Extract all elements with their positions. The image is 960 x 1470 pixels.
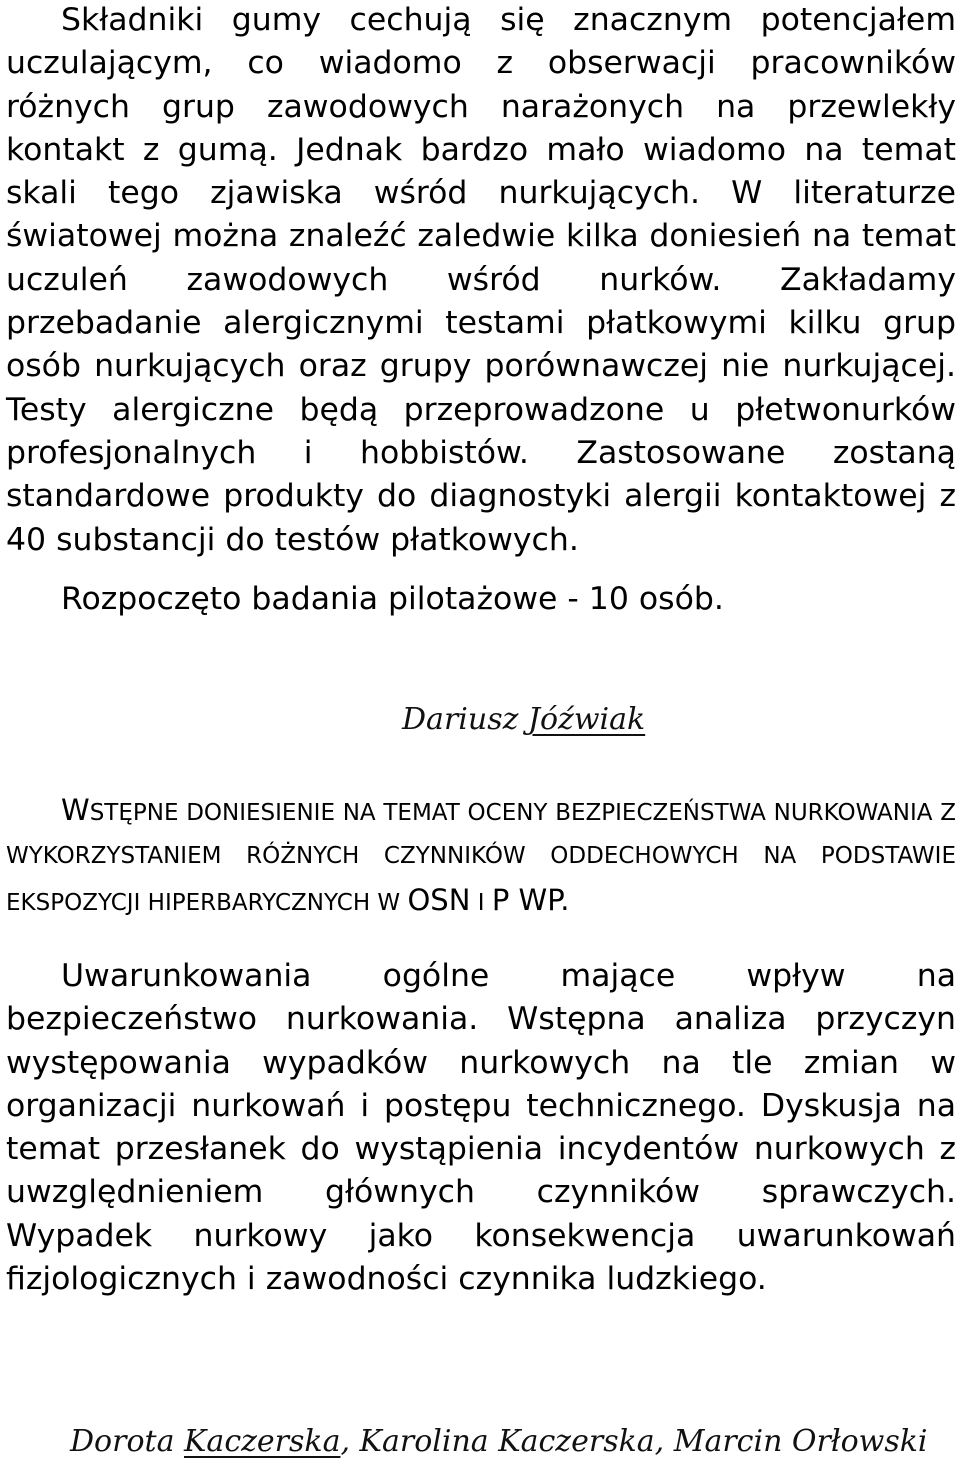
title-osn: OSN: [407, 882, 471, 917]
author-1-surname: Kaczerska: [184, 1424, 341, 1459]
author-1-first-name: Dorota: [70, 1424, 175, 1459]
title-pwp: P WP: [491, 882, 561, 917]
other-authors: , Karolina Kaczerska, Marcin Orłowski: [340, 1424, 928, 1459]
title-i: I: [470, 889, 492, 916]
article-2-author: [402, 702, 645, 737]
author-first-name: Dariusz: [402, 702, 519, 737]
article-3-authors: [70, 1424, 928, 1459]
article-1-body: Składniki gumy cechują się znacznym potencjałem uczulającym, co wiadomo z obserwacji pracowników różnych grup zawodowych narażonych na przewlekły kontakt z gumą. Jednak bardzo mało wiadomo na temat skali tego zjawiska wśród nurkujących. W literaturze światowej można znaleźć zaledwie kilka doniesień na temat uczuleń zawodowych wśród nurków. Zakładamy przebadanie alergicznymi testami płatkowymi kilku grup osób nurkujących oraz grupy porównawczej nie nurkującej. Testy alergiczne będą przeprowadzone u płetwonurków profesjonalnych i hobbistów. Zastosowane zostaną standardowe produkty do diagnostyki alergii kontaktowej z 40 substancji do testów płatkowych.: [6, 2, 956, 558]
title-part-1: STĘPNE DONIESIENIE NA TEMAT OCENY BEZPIECZEŃSTWA NURKOWANIA Z WYKORZYSTANIEM RÓŻNYCH CZYNNIKÓW ODDECHOWYCH NA PODSTAWIE EKSPOZYCJI HIPERBARYCZNYCH W: [6, 800, 956, 916]
title-end: .: [560, 882, 570, 917]
article-2-body: Uwarunkowania ogólne mające wpływ na bezpieczeństwo nurkowania. Wstępna analiza przyczyn występowania wypadków nurkowych na tle zmian w organizacji nurkowań i postępu technicznego. Dyskusja na temat przesłanek do wystąpienia incydentów nurkowych z uwzględnieniem głównych czynników sprawczych. Wypadek nurkowy jako konsekwencja uwarunkowań fizjologicznych i zawodności czynnika ludzkiego.: [6, 958, 956, 1298]
article-2-title: [6, 789, 956, 925]
title-initial: W: [61, 793, 90, 827]
article-1-closing: Rozpoczęto badania pilotażowe - 10 osób.: [61, 581, 724, 617]
author-surname: Jóźwiak: [527, 702, 646, 737]
